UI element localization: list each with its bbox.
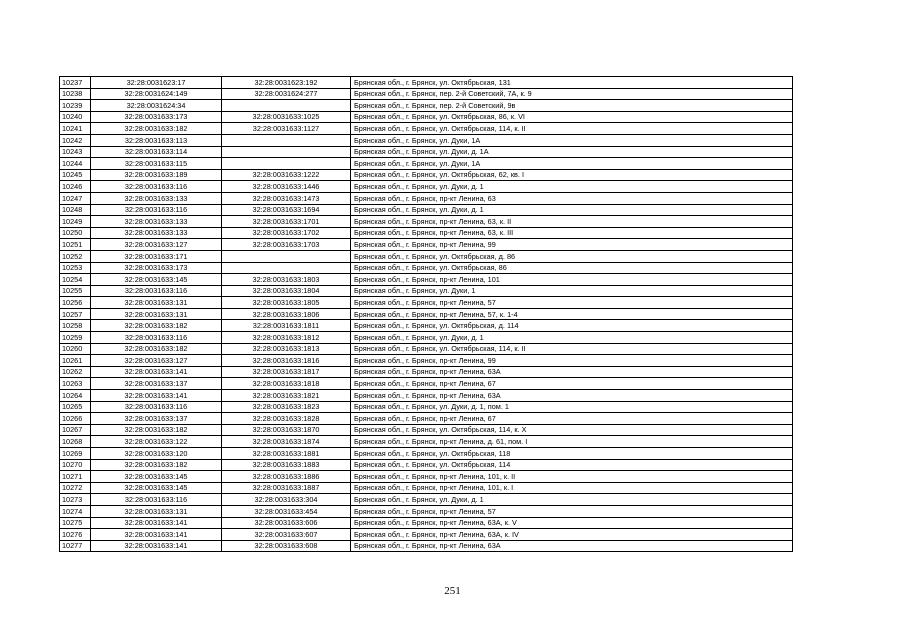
row-number-cell: 10265 <box>60 401 91 413</box>
object-cadastral-number-cell: 32:28:0031633:1818 <box>222 378 351 390</box>
address-cell: Брянская обл., г. Брянск, пр-кт Ленина, 57 <box>351 297 793 309</box>
row-number-cell: 10260 <box>60 343 91 355</box>
parcel-cadastral-number-cell: 32:28:0031633:182 <box>91 459 222 471</box>
row-number-cell: 10276 <box>60 529 91 541</box>
parcel-cadastral-number-cell: 32:28:0031633:141 <box>91 540 222 552</box>
table-row <box>60 436 793 448</box>
table-row <box>60 204 793 216</box>
object-cadastral-number-cell <box>222 146 351 158</box>
object-cadastral-number-cell: 32:28:0031624:277 <box>222 88 351 100</box>
address-cell: Брянская обл., г. Брянск, пр-кт Ленина, 101 <box>351 274 793 286</box>
address-cell: Брянская обл., г. Брянск, пр-кт Ленина, 63 <box>351 192 793 204</box>
object-cadastral-number-cell: 32:28:0031633:1702 <box>222 227 351 239</box>
parcel-cadastral-number-cell: 32:28:0031633:141 <box>91 517 222 529</box>
address-cell: Брянская обл., г. Брянск, пр-кт Ленина, 63, к. III <box>351 227 793 239</box>
parcel-cadastral-number-cell: 32:28:0031633:145 <box>91 482 222 494</box>
row-number-cell: 10251 <box>60 239 91 251</box>
table-row <box>60 424 793 436</box>
table-row <box>60 274 793 286</box>
parcel-cadastral-number-cell: 32:28:0031633:127 <box>91 239 222 251</box>
parcel-cadastral-number-cell: 32:28:0031633:141 <box>91 390 222 402</box>
parcel-cadastral-number-cell: 32:28:0031633:133 <box>91 216 222 228</box>
object-cadastral-number-cell: 32:28:0031633:1473 <box>222 192 351 204</box>
address-cell: Брянская обл., г. Брянск, пр-кт Ленина, 99 <box>351 239 793 251</box>
row-number-cell: 10264 <box>60 390 91 402</box>
object-cadastral-number-cell: 32:28:0031633:1127 <box>222 123 351 135</box>
table-row <box>60 250 793 262</box>
address-cell: Брянская обл., г. Брянск, ул. Октябрьская, 114, к. II <box>351 123 793 135</box>
parcel-cadastral-number-cell: 32:28:0031633:145 <box>91 274 222 286</box>
row-number-cell: 10238 <box>60 88 91 100</box>
row-number-cell: 10258 <box>60 320 91 332</box>
row-number-cell: 10245 <box>60 169 91 181</box>
parcel-cadastral-number-cell: 32:28:0031633:116 <box>91 494 222 506</box>
table-row <box>60 366 793 378</box>
object-cadastral-number-cell: 32:28:0031633:1806 <box>222 308 351 320</box>
address-cell: Брянская обл., г. Брянск, ул. Октябрьская, 118 <box>351 448 793 460</box>
parcel-cadastral-number-cell: 32:28:0031633:171 <box>91 250 222 262</box>
address-cell: Брянская обл., г. Брянск, ул. Дуки, 1 <box>351 285 793 297</box>
object-cadastral-number-cell: 32:28:0031633:1828 <box>222 413 351 425</box>
parcel-cadastral-number-cell: 32:28:0031633:189 <box>91 169 222 181</box>
address-cell: Брянская обл., г. Брянск, ул. Дуки, д. 1 <box>351 494 793 506</box>
object-cadastral-number-cell: 32:28:0031633:1446 <box>222 181 351 193</box>
row-number-cell: 10249 <box>60 216 91 228</box>
row-number-cell: 10239 <box>60 100 91 112</box>
table-row <box>60 459 793 471</box>
table-row <box>60 146 793 158</box>
address-cell: Брянская обл., г. Брянск, пр-кт Ленина, 67 <box>351 378 793 390</box>
parcel-cadastral-number-cell: 32:28:0031633:182 <box>91 424 222 436</box>
row-number-cell: 10269 <box>60 448 91 460</box>
address-cell: Брянская обл., г. Брянск, ул. Октябрьская, 114, к. II <box>351 343 793 355</box>
row-number-cell: 10241 <box>60 123 91 135</box>
parcel-cadastral-number-cell: 32:28:0031633:116 <box>91 332 222 344</box>
parcel-cadastral-number-cell: 32:28:0031633:114 <box>91 146 222 158</box>
table-row <box>60 239 793 251</box>
object-cadastral-number-cell: 32:28:0031633:1701 <box>222 216 351 228</box>
object-cadastral-number-cell: 32:28:0031633:1887 <box>222 482 351 494</box>
table-row <box>60 123 793 135</box>
parcel-cadastral-number-cell: 32:28:0031624:149 <box>91 88 222 100</box>
table-row <box>60 227 793 239</box>
address-cell: Брянская обл., г. Брянск, пр-кт Ленина, 63А, к. IV <box>351 529 793 541</box>
parcel-cadastral-number-cell: 32:28:0031633:116 <box>91 285 222 297</box>
object-cadastral-number-cell <box>222 100 351 112</box>
row-number-cell: 10257 <box>60 308 91 320</box>
row-number-cell: 10261 <box>60 355 91 367</box>
row-number-cell: 10266 <box>60 413 91 425</box>
table-row <box>60 297 793 309</box>
parcel-cadastral-number-cell: 32:28:0031633:133 <box>91 192 222 204</box>
parcel-cadastral-number-cell: 32:28:0031633:173 <box>91 262 222 274</box>
object-cadastral-number-cell: 32:28:0031633:1886 <box>222 471 351 483</box>
row-number-cell: 10259 <box>60 332 91 344</box>
row-number-cell: 10252 <box>60 250 91 262</box>
parcel-cadastral-number-cell: 32:28:0031633:116 <box>91 181 222 193</box>
object-cadastral-number-cell: 32:28:0031633:1817 <box>222 366 351 378</box>
object-cadastral-number-cell: 32:28:0031633:606 <box>222 517 351 529</box>
parcel-cadastral-number-cell: 32:28:0031633:122 <box>91 436 222 448</box>
object-cadastral-number-cell: 32:28:0031633:1222 <box>222 169 351 181</box>
row-number-cell: 10237 <box>60 77 91 89</box>
object-cadastral-number-cell: 32:28:0031633:1804 <box>222 285 351 297</box>
row-number-cell: 10240 <box>60 111 91 123</box>
object-cadastral-number-cell: 32:28:0031633:1025 <box>222 111 351 123</box>
row-number-cell: 10263 <box>60 378 91 390</box>
address-cell: Брянская обл., г. Брянск, ул. Дуки, д. 1 <box>351 204 793 216</box>
parcel-cadastral-number-cell: 32:28:0031633:137 <box>91 378 222 390</box>
row-number-cell: 10248 <box>60 204 91 216</box>
table-row <box>60 390 793 402</box>
address-cell: Брянская обл., г. Брянск, ул. Октябрьская, 131 <box>351 77 793 89</box>
table-row <box>60 285 793 297</box>
object-cadastral-number-cell <box>222 250 351 262</box>
table-row <box>60 401 793 413</box>
table-row <box>60 494 793 506</box>
row-number-cell: 10268 <box>60 436 91 448</box>
table-row <box>60 169 793 181</box>
table-row <box>60 77 793 89</box>
row-number-cell: 10256 <box>60 297 91 309</box>
parcel-cadastral-number-cell: 32:28:0031633:131 <box>91 505 222 517</box>
address-cell: Брянская обл., г. Брянск, пр-кт Ленина, 63А <box>351 540 793 552</box>
parcel-cadastral-number-cell: 32:28:0031633:133 <box>91 227 222 239</box>
parcel-cadastral-number-cell: 32:28:0031633:182 <box>91 123 222 135</box>
row-number-cell: 10246 <box>60 181 91 193</box>
row-number-cell: 10273 <box>60 494 91 506</box>
table-row <box>60 448 793 460</box>
row-number-cell: 10247 <box>60 192 91 204</box>
row-number-cell: 10250 <box>60 227 91 239</box>
object-cadastral-number-cell: 32:28:0031633:1812 <box>222 332 351 344</box>
page-number: 251 <box>444 585 461 597</box>
object-cadastral-number-cell: 32:28:0031623:192 <box>222 77 351 89</box>
parcel-cadastral-number-cell: 32:28:0031633:137 <box>91 413 222 425</box>
address-cell: Брянская обл., г. Брянск, ул. Октябрьская, 114 <box>351 459 793 471</box>
address-cell: Брянская обл., г. Брянск, пр-кт Ленина, 57, к. 1-4 <box>351 308 793 320</box>
address-cell: Брянская обл., г. Брянск, ул. Дуки, д. 1, пом. 1 <box>351 401 793 413</box>
address-cell: Брянская обл., г. Брянск, ул. Дуки, д. 1 <box>351 181 793 193</box>
table-row <box>60 88 793 100</box>
address-cell: Брянская обл., г. Брянск, пр-кт Ленина, 63А <box>351 390 793 402</box>
object-cadastral-number-cell: 32:28:0031633:304 <box>222 494 351 506</box>
object-cadastral-number-cell: 32:28:0031633:608 <box>222 540 351 552</box>
table-row <box>60 111 793 123</box>
parcel-cadastral-number-cell: 32:28:0031633:141 <box>91 366 222 378</box>
object-cadastral-number-cell: 32:28:0031633:454 <box>222 505 351 517</box>
table-row <box>60 482 793 494</box>
parcel-cadastral-number-cell: 32:28:0031623:17 <box>91 77 222 89</box>
object-cadastral-number-cell <box>222 262 351 274</box>
parcel-cadastral-number-cell: 32:28:0031633:127 <box>91 355 222 367</box>
row-number-cell: 10267 <box>60 424 91 436</box>
parcel-cadastral-number-cell: 32:28:0031633:145 <box>91 471 222 483</box>
address-cell: Брянская обл., г. Брянск, ул. Октябрьская, д. 86 <box>351 250 793 262</box>
table-row <box>60 540 793 552</box>
table-row <box>60 413 793 425</box>
object-cadastral-number-cell <box>222 134 351 146</box>
row-number-cell: 10271 <box>60 471 91 483</box>
table-row <box>60 320 793 332</box>
table-row <box>60 378 793 390</box>
address-cell: Брянская обл., г. Брянск, пр-кт Ленина, 99 <box>351 355 793 367</box>
object-cadastral-number-cell: 32:28:0031633:1870 <box>222 424 351 436</box>
address-cell: Брянская обл., г. Брянск, пр-кт Ленина, д. 61, пом. I <box>351 436 793 448</box>
address-cell: Брянская обл., г. Брянск, ул. Дуки, 1А <box>351 134 793 146</box>
row-number-cell: 10262 <box>60 366 91 378</box>
address-cell: Брянская обл., г. Брянск, ул. Дуки, 1А <box>351 158 793 170</box>
address-cell: Брянская обл., г. Брянск, ул. Октябрьская, 62, кв. I <box>351 169 793 181</box>
parcel-cadastral-number-cell: 32:28:0031633:113 <box>91 134 222 146</box>
row-number-cell: 10244 <box>60 158 91 170</box>
row-number-cell: 10277 <box>60 540 91 552</box>
parcel-cadastral-number-cell: 32:28:0031633:182 <box>91 320 222 332</box>
parcel-cadastral-number-cell: 32:28:0031633:182 <box>91 343 222 355</box>
object-cadastral-number-cell: 32:28:0031633:1703 <box>222 239 351 251</box>
object-cadastral-number-cell: 32:28:0031633:1881 <box>222 448 351 460</box>
object-cadastral-number-cell: 32:28:0031633:1823 <box>222 401 351 413</box>
row-number-cell: 10274 <box>60 505 91 517</box>
address-cell: Брянская обл., г. Брянск, пр-кт Ленина, 63А <box>351 366 793 378</box>
table-row <box>60 308 793 320</box>
parcel-cadastral-number-cell: 32:28:0031633:131 <box>91 297 222 309</box>
address-cell: Брянская обл., г. Брянск, пр-кт Ленина, 101, к. II <box>351 471 793 483</box>
object-cadastral-number-cell: 32:28:0031633:1694 <box>222 204 351 216</box>
address-cell: Брянская обл., г. Брянск, ул. Октябрьская, 86 <box>351 262 793 274</box>
table-row <box>60 181 793 193</box>
object-cadastral-number-cell: 32:28:0031633:1803 <box>222 274 351 286</box>
object-cadastral-number-cell: 32:28:0031633:1811 <box>222 320 351 332</box>
parcel-cadastral-number-cell: 32:28:0031633:141 <box>91 529 222 541</box>
address-cell: Брянская обл., г. Брянск, пр-кт Ленина, 101, к. I <box>351 482 793 494</box>
object-cadastral-number-cell: 32:28:0031633:1821 <box>222 390 351 402</box>
table-row <box>60 343 793 355</box>
address-cell: Брянская обл., г. Брянск, ул. Дуки, д. 1 <box>351 332 793 344</box>
row-number-cell: 10254 <box>60 274 91 286</box>
object-cadastral-number-cell: 32:28:0031633:1813 <box>222 343 351 355</box>
object-cadastral-number-cell <box>222 158 351 170</box>
address-cell: Брянская обл., г. Брянск, пер. 2-й Советский, 9в <box>351 100 793 112</box>
parcel-cadastral-number-cell: 32:28:0031633:116 <box>91 401 222 413</box>
table-row <box>60 332 793 344</box>
row-number-cell: 10243 <box>60 146 91 158</box>
row-number-cell: 10275 <box>60 517 91 529</box>
row-number-cell: 10272 <box>60 482 91 494</box>
table-row <box>60 134 793 146</box>
table-row <box>60 158 793 170</box>
address-cell: Брянская обл., г. Брянск, пр-кт Ленина, 57 <box>351 505 793 517</box>
parcel-cadastral-number-cell: 32:28:0031633:115 <box>91 158 222 170</box>
object-cadastral-number-cell: 32:28:0031633:1883 <box>222 459 351 471</box>
table-row <box>60 216 793 228</box>
cadastral-table <box>59 76 793 552</box>
object-cadastral-number-cell: 32:28:0031633:607 <box>222 529 351 541</box>
table-row <box>60 517 793 529</box>
row-number-cell: 10255 <box>60 285 91 297</box>
address-cell: Брянская обл., г. Брянск, пр-кт Ленина, 63, к. II <box>351 216 793 228</box>
row-number-cell: 10242 <box>60 134 91 146</box>
cadastral-table-body <box>60 77 793 552</box>
parcel-cadastral-number-cell: 32:28:0031633:116 <box>91 204 222 216</box>
table-row <box>60 262 793 274</box>
table-row <box>60 505 793 517</box>
parcel-cadastral-number-cell: 32:28:0031624:34 <box>91 100 222 112</box>
table-row <box>60 529 793 541</box>
table-row <box>60 355 793 367</box>
row-number-cell: 10270 <box>60 459 91 471</box>
object-cadastral-number-cell: 32:28:0031633:1816 <box>222 355 351 367</box>
row-number-cell: 10253 <box>60 262 91 274</box>
object-cadastral-number-cell: 32:28:0031633:1805 <box>222 297 351 309</box>
address-cell: Брянская обл., г. Брянск, пер. 2-й Советский, 7А, к. 9 <box>351 88 793 100</box>
address-cell: Брянская обл., г. Брянск, пр-кт Ленина, 63А, к. V <box>351 517 793 529</box>
address-cell: Брянская обл., г. Брянск, ул. Дуки, д. 1А <box>351 146 793 158</box>
parcel-cadastral-number-cell: 32:28:0031633:131 <box>91 308 222 320</box>
address-cell: Брянская обл., г. Брянск, пр-кт Ленина, 67 <box>351 413 793 425</box>
object-cadastral-number-cell: 32:28:0031633:1874 <box>222 436 351 448</box>
address-cell: Брянская обл., г. Брянск, ул. Октябрьская, д. 114 <box>351 320 793 332</box>
table-row <box>60 100 793 112</box>
table-row <box>60 192 793 204</box>
address-cell: Брянская обл., г. Брянск, ул. Октябрьская, 114, к. X <box>351 424 793 436</box>
address-cell: Брянская обл., г. Брянск, ул. Октябрьская, 86, к. VI <box>351 111 793 123</box>
table-row <box>60 471 793 483</box>
parcel-cadastral-number-cell: 32:28:0031633:120 <box>91 448 222 460</box>
parcel-cadastral-number-cell: 32:28:0031633:173 <box>91 111 222 123</box>
